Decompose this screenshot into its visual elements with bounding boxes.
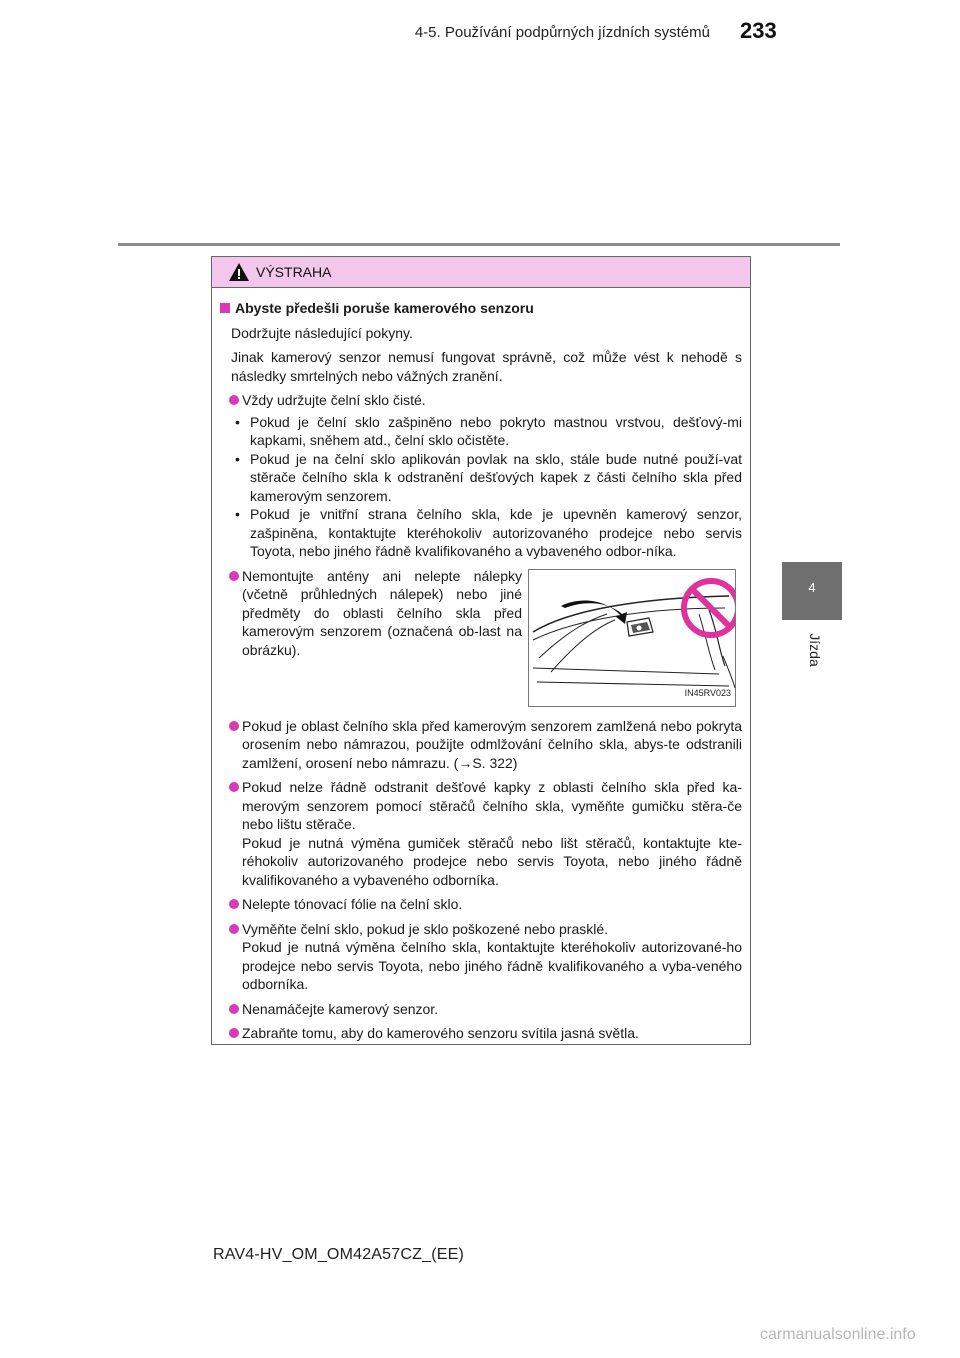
header-rule <box>118 243 840 246</box>
section-title: Abyste předešli poruše kamerového senzoru <box>235 300 534 316</box>
list-item-text: Pokud nelze řádně odstranit dešťové kapky z oblasti čelního skla před ka-merovým senzorem pomocí stěračů čelního skla, vyměňte gumičku stěra-če nebo lištu stěrače. <box>242 779 742 832</box>
circle-bullet-icon <box>229 782 239 792</box>
intro-text-1: Dodržujte následující pokyny. <box>231 324 413 341</box>
list-item-text: Nelepte tónovací fólie na čelní sklo. <box>242 896 463 912</box>
list-item <box>220 778 742 889</box>
circle-bullet-icon <box>229 571 239 581</box>
circle-bullet-icon <box>229 1028 239 1038</box>
sub-bullet: • <box>235 450 240 467</box>
chapter-tab-number: 4 <box>808 580 816 595</box>
circle-bullet-icon <box>229 395 239 405</box>
list-item <box>220 895 742 914</box>
section-heading <box>220 299 742 318</box>
circle-bullet-icon <box>229 899 239 909</box>
sub-item-text: Pokud je čelní sklo zašpiněno nebo pokryto mastnou vrstvou, dešťový-mi kapkami, sněhem atd., čelní sklo očistěte. <box>250 413 742 448</box>
sub-list-item <box>220 413 742 450</box>
figure-row <box>220 567 742 709</box>
list-item-text: Pokud je nutná výměna čelního skla, kontaktujte kteréhokoliv autorizované-ho prodejce nebo servis Toyota, nebo jiného řádně kvalifikovaného a vyba-veného odborníka. <box>242 939 742 992</box>
header-section-title: 4-5. Používání podpůrných jízdních systémů <box>414 24 710 41</box>
page-number: 233 <box>740 18 777 43</box>
list-item-text: Zabraňte tomu, aby do kamerového senzoru svítila jasná světla. <box>242 1025 639 1041</box>
sub-item-text: Pokud je vnitřní strana čelního skla, kde je upevněn kamerový senzor, zašpiněna, kontaktujte kteréhokoliv autorizovaného prodejce nebo servis Toyota, nebo jiného řádně kvalifikovaného a vybaveného odbor-níka. <box>250 506 742 559</box>
list-item-text: Nenamáčejte kamerový senzor. <box>242 1000 439 1017</box>
circle-bullet-icon <box>229 721 239 731</box>
list-item <box>220 1024 742 1043</box>
sub-bullet: • <box>235 413 240 430</box>
watermark: carmanualsonline.info <box>760 1326 916 1343</box>
sub-list-item <box>220 450 742 506</box>
list-item <box>220 717 742 773</box>
sub-list-item <box>220 505 742 561</box>
square-bullet-icon <box>220 303 230 313</box>
chapter-tab-label: Jízda <box>807 633 823 667</box>
list-item <box>220 920 742 994</box>
warning-content <box>220 299 742 1049</box>
sub-bullet: • <box>235 506 240 522</box>
list-item <box>220 391 742 561</box>
chapter-tab <box>782 562 842 620</box>
sub-item-text: Pokud je na čelní sklo aplikován povlak na sklo, stále bude nutné použí-vat stěrače čelního skla k odstranění dešťových kapek z části čelního skla před kamerovým senzorem. <box>250 450 742 504</box>
circle-bullet-icon <box>229 924 239 934</box>
list-item-text: Nemontujte antény ani nelepte nálepky (včetně průhledných nálepek) nebo jiné předměty do oblasti čelního skla před kamerovým senzorem (označená ob-last na obrázku). <box>242 567 522 658</box>
warning-triangle-icon <box>228 262 250 282</box>
circle-bullet-icon <box>229 1004 239 1014</box>
list-item-text: Vždy udržujte čelní sklo čisté. <box>242 392 426 408</box>
list-item-text: Vyměňte čelní sklo, pokud je sklo poškozené nebo prasklé. <box>242 920 609 937</box>
windshield-figure <box>528 569 736 707</box>
intro-text-2: Jinak kamerový senzor nemusí fungovat správně, což může vést k nehodě s následky smrtelných nebo vážných zranění. <box>231 349 742 384</box>
list-item <box>220 1000 742 1019</box>
list-item-text: Pokud je oblast čelního skla před kamerovým senzorem zamlžená nebo pokryta orosením nebo námrazou, použijte odmlžování čelního skla, abys-te odstranili zamlžení, orosení nebo námrazu. (→S. 322) <box>242 717 742 771</box>
list-item-text: Pokud je nutná výměna gumiček stěračů nebo lišt stěračů, kontaktujte kte-réhokoliv autorizovaného prodejce nebo servis Toyota, nebo jiného řádně kvalifikovaného a vybaveného odborníka. <box>242 834 742 888</box>
warning-header <box>212 257 750 288</box>
warning-box <box>211 256 751 1045</box>
warning-title: VÝSTRAHA <box>256 264 332 280</box>
footer-document-code: RAV4-HV_OM_OM42A57CZ_(EE) <box>213 1246 464 1263</box>
sub-list <box>220 413 742 561</box>
list-item <box>220 567 522 660</box>
figure-code: IN45RV023 <box>684 688 731 698</box>
